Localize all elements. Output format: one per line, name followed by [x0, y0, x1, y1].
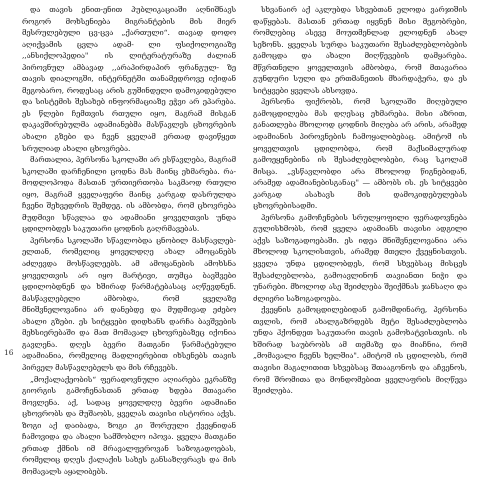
paragraph: „მოქალაქეობის“ ფერადოვნული აღიარება ეკრანზე გიორგის გამოჩენასთან ერთად ხდება მთავარი მოვლენა. აქ, სადაც ყოველდღე ბევრი ადამიანი ცხოვრობს და მუშაობს, ყველას თავისი ისტორია აქვს. ზოგი აქ დაიბადა, ზოგი კი შორეული ქვეყნიდან ჩამოვიდა და ახალი სამშობლო იპოვა. ყველა მათგანი ერთად ქმნის იმ მრავალფეროვან საზოგადოებას, რომელიც დღეს ქალაქის სახეს განსაზღვრავს და მის მომავალს აყალიბებს. [22, 374, 236, 477]
paragraph: პერსონა გამოჩენების სრულყოფილი ფერადოვნება გულისხმობს, რომ ყველა ადამიანს თავისი ადგილი აქვს საზოგადოებაში. ეს იდეა მნიშვნელოვანია არა მხოლოდ სკოლისთვის, არამედ მთელი ქვეყნისთვის. ყველა უნდა ცდილობდეს, რომ სხვებსაც მისცეს შესაძლებლობა, გამოავლინონ თავიანთი ნიჭი და უნარები. მხოლოდ ასე შეიძლება შეიქმნას ჯანსაღი და ძლიერი საზოგადოება. [253, 212, 467, 304]
paragraph: და თავის ენით-ენით პუბლიკაციაში აღნიშნავს როგორ მოხსენიება მიგრანტების მის მიერ მესრულებული ცვ-ცვა „ქართული“. თავად დოდო აღიქვამის ცვლა ადამ- ლი ფსიქოლოგიაზე ,,ანსიქლოპედია" ის ლიტერატურაზე ძალიან პიროვნულ ამბავად ,,არაპირდაპირ ფრანგულ- ზე თავის დიალოგში, ინტერნეტში თანამედროვე იქიდან მეგობარო, როდესაც არის გუშინდელი დამოკიდებული და სისტემის შესახებ ინფორმაციაზე ეჭვი არ ეპარება. ეს წლები ჩემთვის რთული იყო, მაგრამ მისგან დაკავშირებულმა ადამიანებმა მასწავლეს ცხოვრების ახალი გზები და ჩვენ ყველამ ერთად დავიწყეთ სრულიად ახალი ცხოვრება. [22, 4, 236, 154]
paragraph: ქვეყნის გამოცდილებიდან გამომდინარე, პერსონა თვლის, რომ ახალგაზრდებს მეტი შესაძლებლობა უნდა ჰქონდეთ საკუთარი თავის გამოხატვისთვის. ის ხშირად საუბრობს ამ თემაზე და მიაჩნია, რომ „მომავალი ჩვენს ხელშია". ამიტომ ის ცდილობს, რომ თავისი მაგალითით სხვებსაც შთააგონოს და აჩვენოს, რომ შრომითა და მონდომებით ყველაფრის მიღწევა შეიძლება. [253, 304, 467, 396]
paragraph: სხვანაირ აქ აკლუბდა სხვებთან ელოდა ვარჯიშის დაწყებას. მასთან ერთად იყვნენ მისი მეგობრები, რომლებიც ასევე მოუთმენლად ელოდნენ ახალ სეზონს. ყველას სურდა საკუთარი შესაძლებლობების გამოცდა და ახალი მიღწევების დამყარება. მწვრთნელი ყოველთვის ამბობდა, რომ მთავარია გუნდური სული და ერთმანეთის მხარდაჭერა, და ეს სიტყვები ყველას ახსოვდა. [253, 4, 467, 96]
page-number: 16 [4, 348, 14, 357]
left-text-column [22, 4, 236, 477]
paragraph: პერსონა ფიქრობს, რომ სკოლაში მიღებული გამოცდილება მას დღესაც ეხმარება. მისი აზრით, განათლება მხოლოდ ცოდნის მიღება არ არის, არამედ ადამიანის პიროვნების ჩამოყალიბებაც. ამიტომ ის ყოველთვის ცდილობდა, რომ მაქსიმალურად გამოეყენებინა ის შესაძლებლობები, რაც სკოლამ მისცა. „ვსწავლობდი არა მხოლოდ წიგნებიდან, არამედ ადამიანებისგანაც" — ამბობს ის. ეს სიტყვები კარგად ასახავს მის დამოკიდებულებას ცხოვრებისადმი. [253, 96, 467, 211]
right-text-column [253, 4, 467, 397]
paragraph: მართალია, პერსონა სკოლაში არ ესწავლება, მაგრამ სკოლაში დარჩენილი ცოდნა მას მაინც ეხმარება. რა- მოდლოპოდა მასთან ურთიერთობა საკმაოდ რთული იყო, მაგრამ ყველაფერი მაინც კარგად დასრულდა ჩვენი შეხვედრის შემდეგ. ის ამბობდა, რომ ცხოვრება მუდმივი სწავლაა და ადამიანი ყოველთვის უნდა ცდილობდეს საკუთარი ცოდნის გაღრმავებას. [22, 154, 236, 235]
paragraph: პერსონა სკოლაში სწავლობდა ცნობილ მასწავლებ- ელთან, რომელიც ყოველდღე ახალ ამოცანებს აძლევდა მოსწავლეებს. ამ ამოცანების ამოხსნა ყოველთვის არ იყო მარტივი, თუმცა ბავშვები ცდილობდნენ და ხშირად წარმატებასაც აღწევდნენ. მასწავლებელი ამბობდა, რომ ყველაზე მნიშვნელოვანია არ დანებდე და მუდმივად ეძებო ახალი გზები. ეს სიტყვები დიდხანს დარჩა ბავშვების მეხსიერებაში და მათ მომავალ ცხოვრებაზეც იქონია გავლენა. დღეს ბევრი მათგანი წარმატებული ადამიანია, რომელიც მადლიერებით იხსენებს თავის პირველ მასწავლებელს და მის რჩევებს. [22, 235, 236, 374]
